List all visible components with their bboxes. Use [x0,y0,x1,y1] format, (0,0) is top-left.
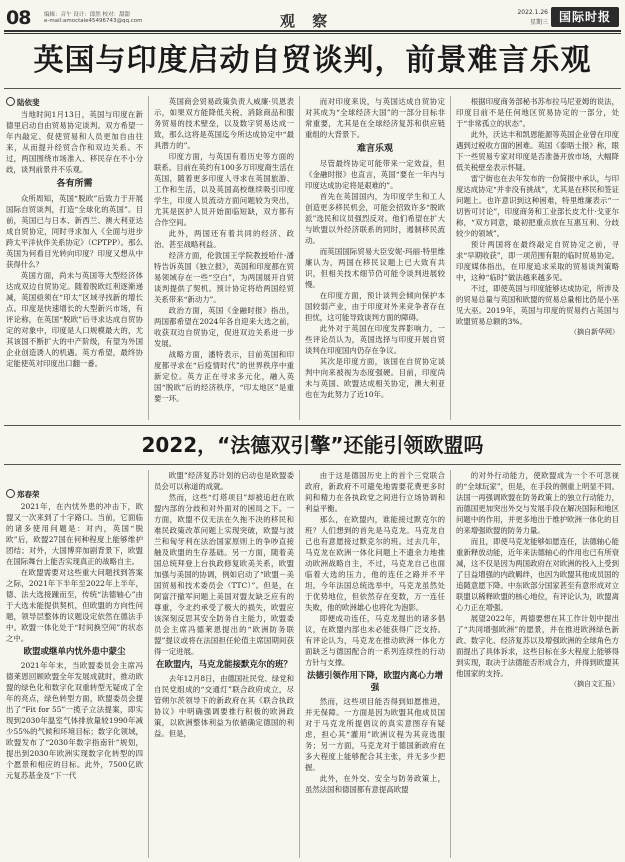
headline-rule [4,88,621,89]
article1-col4-p1: 根据印度商务部秘书苏布拉马尼亚姆的说法，印度目前不是任何地区贸易协定的一部分，处于“非常孤立的状态”。 [456,97,619,128]
article1-author: 陆依斐 [17,98,40,107]
article-separator [4,425,621,426]
article1-col1-p2: 众所周知，英国“脱欧”后致力于开展国际自贸谈判，打造“全球化的英国”。目前，英国已与日本、新西兰、澳大利亚达成自贸协定，同时寻求加入《全面与进步跨太平洋伙伴关系协定》（CPTPP）。那么英国为何看目光转向印度？印度又想从中获得什么？ [6,194,143,269]
article1-col1-p1: 当地时间1月13日，英国与印度在新德里启动自由贸易协定谈判。双方希望一年内敲定、促使贸易和人员更加自由往来，从而提升经贸合作和双边关系。不过，两国围绕市场准入、移民存在不小分歧，谈判前景并不乐观。 [6,110,143,174]
article2-author: 郑春荣 [17,490,40,499]
article2-col2-p1: 欧盟”经济复苏计划的启动也是欧盟委员会可以称道的成就。 [154,471,294,491]
article1-col2-p3: 此外，两国还有着共同的经济、政治、甚至战略利益。 [154,229,294,249]
article1-source: （摘自新华网） [570,328,619,336]
article2-col2-p3: 去年12月8日，由德国社民党、绿党和自民党组成的“交通灯”联合政府成立，尽管朔尔茨领导下的新政府在其《联合执政协议》中明确强调要推行积极的欧洲政策，以欧洲整体利益为依循确定德国的利益。但是， [154,674,294,738]
page-number: 08 [6,7,31,29]
article2-column-2 [154,470,294,860]
column-divider [450,470,451,858]
article1-column-1 [6,96,143,422]
article1-col2-p2: 印度方面，与英国有着历史等方面的联系。目前在英约有100多万印度裔生活在英国，随着更多印度人寻求在英国旅游、工作和生活，以及英国高校继续吸引印度学生，印度人员流动方面问题较为突出，尤其是医护人员开始面临短缺，双方都有合作空间。 [154,152,294,227]
article1-byline [6,96,143,109]
article2-byline [6,488,143,501]
article1-col3-p1: 而对印度来说，与英国达成自贸协定对其成为“全球经济大国”的一部分目标非常重要，尤其是在全球经济复苏和供应链重组的大背景下。 [305,97,445,139]
author-icon [6,97,15,106]
article2-col4-p1: 的对外行动能力，使欧盟成为一个不可忽视的“全球玩家”，但是，在手段的侧重上明显不同。法国一再强调欧盟在防务政策上的独立行动能力，而德国更加突出外交与发展手段在解决国际和地区问题中的作用，并更多地出于维护欧洲一体化的目的来增强欧盟的防务力量。 [456,471,619,535]
article1-col3-p6: 此外对于英国在印度发挥影响力，一些评论员认为，英国选择与印度开展自贸谈判在印度国内仍存在争议。 [305,324,445,355]
article2-col3-p3: 即便成功连任，马克龙提出的诸多倡议，在欧盟内部也未必能获得广泛支持。有评论认为，马克龙在推动欧洲一体化方面缺乏与德国配合的一系列连续性的行动方针与支撑。 [305,614,445,667]
column-divider [148,470,149,858]
column-divider [450,96,451,420]
article1-col1-p3: 英国方面，尚未与英国等大型经济体达成双边自贸协定。随着脱欧红利逐渐递减，英国亟须在“印太”区域寻找新的增长点。印度是快速增长的大型新兴市场，有评论称，在英国“脱欧”后寻求达成自贸协定的对象中，印度是人口规模最大的，尤其该国不断扩大的中产阶级，有望为外国企业创造诱人的机遇。英方希望，最终协定能使英对印度出口翻一番。 [6,271,143,368]
article1-headline: 英国与印度启动自贸谈判，前景难言乐观 [33,43,592,78]
article2-column-1 [6,488,143,860]
issue-date [500,8,548,28]
weekday-text: 星期三 [529,19,548,26]
author-icon [6,489,15,498]
article2-subhead-1: 欧盟或继单内忧外患中蒙尘 [23,647,126,657]
article2-col3-p4: 然而，这些项目能否得到如愿推进，并无保障。一方面是因为欧盟其他成员国对于马克龙所提倡议的真实意图存有疑虑，担心其“灌用”欧洲议程为其竞选服务；另一方面，马克龙对于德国新政府在多大程度上能够配合其主张，并无多少把握。 [305,697,445,772]
header-rule [4,30,621,32]
article1-col4-p4: 预计两国将在最终敲定自贸协定之前，寻求“早期收获”，即一项范围有限的临时贸易协定。印度媒体指出，在印度追求采取的贸易谈判策略中，这种“临时”做法越来越多见。 [456,240,619,282]
article1-subhead-1: 各有所需 [56,179,93,189]
editor-meta: 编辑：音午 设计：郎然 校对：甜甜 [44,12,130,18]
newspaper-logo: 国际时报 [551,7,619,27]
column-divider [299,470,300,858]
article1-col2-p4: 经济方面，伦敦国王学院教授哈什·潘特告诉英国《独立报》，英国和印度都在贸易领域存在一些“空白”，为两国展开自贸谈判提供了契机。预计协定将给两国经贸关系带来“新动力”。 [154,251,294,304]
article1-column-2 [154,96,294,422]
article2-column-4 [456,470,619,860]
article1-col3-p4: 而英国国际贸易大臣安妮-玛丽·特里维廉认为，两国在移民议题上已大致有共识，但相关技术细节仍可能令谈判进展较慢。 [305,247,445,289]
article2-col3-p5: 此外，在外交、安全与防务政策上，虽然法国和德国都有意提高欧盟 [305,774,445,794]
article1-column-3 [305,96,445,422]
email-meta: e-mail:amoctale45496743@qq.com [44,18,143,24]
article1-col2-p6: 战略方面，潘特表示，目前英国和印度都寻求在“后疫情时代”的世界秩序中重新定位。英方正在寻求多元化，融入英国“脱欧”后的经济秩序，“印太地区”是重要一环。 [154,350,294,403]
article1-col3-p2: 尽管最终协定可能带来一定效益，但《金融时报》也直言，英国“要在一年内与印度达成协定将是艰难的”。 [305,159,445,190]
article2-col4-p2: 而且，即使马克龙能够如愿连任，法德轴心能重新释放动能，近年来法德轴心的作用也已有所衰减，这不仅是因为两国政府在对欧洲的投入上受到了日益增强的内政羁绊，也因为欧盟其他成员国的追随意愿下降。中东欧部分国家甚至有意形成对立联盟以稀释欧盟的核心地位，有评论认为，欧盟离心力正在增强。 [456,537,619,612]
article2-subhead-2: 在欧盟内，马克龙能接默克尔的班？ [155,660,292,670]
article2-col2-p2: 然而，这些“灯塔项目”却被追赶在欧盟内部的分歧和对外面对的困局之下。一方面，欧盟不仅无法在久拖不决的移民和难民政策改革问题上实现突破，欧盟与波兰和匈牙利在法治国家原则上的争吵直接触及欧盟的生存基础。另一方面，随着美国总统拜登上台执政修复欧美关系，欧盟加强与美国的协调，例如启动了“欧盟－美国贸易和技术委员会（TTC）”。但是，在阿富汗撤军问题上美国对盟友缺乏应有的尊重，令北约承受了极大的损失，欧盟应该深刻反思其安全防务自主能力，欧盟委员会主席冯德莱恩提出的“欧洲防务联盟”提议或将在法国担任轮值主席国期间获得一定进展。 [154,493,294,656]
article2-col1-p1: 2021年，在内忧外患的冲击下，欧盟又一次来到了十字路口。当前，它面临的诸多使用问题是：对内，英国“脱欧”后，欧盟27国在何种程度上能够维护团结；对外，大国博弈加剧背景下，欧盟在国际舞台上能否实现真正的战略自主。 [6,502,143,566]
article1-col2-p5: 政治方面，英国《金融时报》指出，两国都希望在2024年各自迎来大选之前，收获双边自贸协定，促进双边关系进一步发展。 [154,306,294,348]
header-rule-thin [4,33,621,34]
section-title: 观 察 [280,12,334,30]
article1-col4-p5: 不过，即使英国与印度能够达成协定，所涉及的贸易总量与英国和欧盟的贸易总量相比仍是小巫见大巫。2019年，英国与印度的贸易约占英国与欧盟贸易总额的3%。 [456,284,619,326]
article2-col3-p2: 那么，在欧盟内，谁能接过默克尔的班？人们想到的首先是马克龙。马克龙自己也有意愿接过默克尔的班。过去几年，马克龙在欧洲一体化问题上不遗余力地推动欧洲战略自主，不过，马克龙自己也面临着大选的压力，他的连任之路并不平坦。今年法国总统选举中，马克龙虽然处于优势地位，但依然存在变数，万一连任失败，他的欧洲雄心也将化为泡影。 [305,515,445,612]
article2-source: （摘自文汇报） [570,680,619,688]
article1-column-4 [456,96,619,422]
date-text: 2022.1.26 [517,9,548,16]
article1-subhead-2: 难言乐观 [356,144,393,154]
column-divider [148,96,149,420]
article1-col3-p5: 在印度方面，预计谈判会倾向保护本国较弱产业，由于印度对外来竞争者存在担忧，这可能导致谈判方面的障碍。 [305,291,445,322]
article1-col4-p2: 此外，沃达丰和凯恩能源等英国企业曾在印度遇到过税收方面的困难。英国《泰晤士报》称，眼下一些贸易专家对印度是否准备开放市场，大幅降低关税壁垒表示怀疑。 [456,130,619,172]
article1-col3-p3: 首先在英国国内，为印度学生和工人创造更多移民机会，可能会招致许多“脱欧派”选民和议员强烈反对。他们希望在扩大与欧盟以外经济联系的同时，遏制移民流动。 [305,192,445,245]
article2-col1-p3: 2021年年末，当欧盟委员会主席冯德莱恩回顾欧盟全年发展成就时，推动欧盟的绿色化和数字化双重转型无疑成了全年的亮点，绿色转型方面，欧盟委员会提出了“Fit for 55”一揽子立法提案，即实现到2030年温室气体排放量较1990年减少55%的气候和环境目标；数字化领域，欧盟发布了“2030年数字指南针”规划，提出到2030年欧洲实现数字化转型的四个愿景和相应的目标。此外，7500亿欧元复苏基金及“下一代 [6,661,143,780]
article1-col2-p1: 英国商会贸易政策负责人威廉·贝恩表示，如果双方能降低关税、消除商品和服务贸易的技术壁垒，以及数字贸易达成一致，那么这将是英国迄今所达成协定中“最具潜力的”。 [154,97,294,150]
article2-col1-p2: 在欧盟需要对这些重大问题找到答案之际，2021年下半年至2022年上半年，德、法大选接踵而至，传统“法德轴心”由于大选未能提供契机，但欧盟的方向性问题，领导层整体的议题设定依然在德法手中。欧盟一体化处于“时间换空间”的状态之中。 [6,568,143,643]
article1-col4-p3: 雷宁街也在去年发布的一份简报中承认，与印度达成协定“并非没有挑战”，尤其是在移民和签证问题上。也许意识到这种困难，特里维廉表示“一切皆可讨论”，印度商务和工业部长皮尤什·戈亚尔称，“双方同意，最初把重点放在互惠互利、分歧较少的领域”。 [456,174,619,238]
article2-col3-p1: 由于这是德国历史上的首个三党联合政府，新政府不可避免地需要花费更多时间和精力在各执政党之间进行立场协调和利益平衡。 [305,471,445,513]
article2-col4-p3: 展望2022年，两德要想在其工作计划中提出了“共同增强欧洲”的愿景，并在推进欧洲绿色新政、数字化、经济复苏以及增强欧洲的全球角色方面提出了具体诉求，这些目标在多大程度上能够得到实现，取决于法德能否形成合力，并得到欧盟其他国家的支持。 [456,614,619,678]
article2-column-3 [305,470,445,860]
article2-headline: 2022，“法德双引擎”还能引领欧盟吗 [141,433,484,457]
column-divider [299,96,300,420]
headline-rule [4,464,621,465]
article2-subhead-3: 法德引领作用下降，欧盟内离心力增强 [306,671,443,693]
article1-col3-p7: 其次是印度方面，该国在自贸协定谈判中向来被视为态度强硬。目前，印度尚未与英国、欧盟达成相关协定，澳大利亚也在为此努力了近10年。 [305,357,445,399]
